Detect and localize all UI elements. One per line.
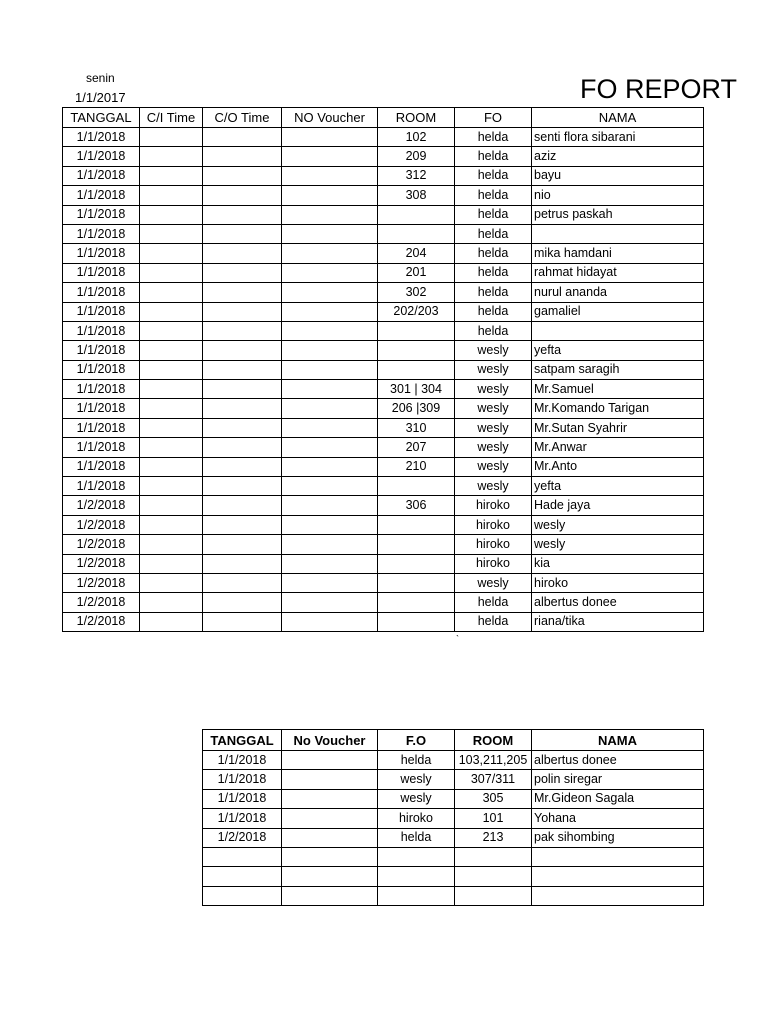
fo-cell: hiroko	[378, 809, 455, 828]
no-voucher-cell	[282, 496, 378, 515]
co-time-cell	[203, 283, 282, 302]
no-voucher-cell	[282, 360, 378, 379]
ci-time-cell	[140, 341, 203, 360]
ci-time-cell	[140, 515, 203, 534]
nama-cell: Mr.Sutan Syahrir	[532, 418, 704, 437]
nama-cell: yefta	[532, 341, 704, 360]
nama-cell	[532, 321, 704, 340]
ci-time-cell	[140, 496, 203, 515]
nama-cell: mika hamdani	[532, 244, 704, 263]
table-row	[63, 418, 704, 437]
ci-time-cell	[140, 612, 203, 631]
room-cell	[378, 477, 455, 496]
no-voucher-cell	[282, 341, 378, 360]
ci-time-cell	[140, 302, 203, 321]
tanggal-cell: 1/1/2018	[63, 341, 140, 360]
no-voucher-cell	[282, 263, 378, 282]
tanggal-cell: 1/1/2018	[63, 477, 140, 496]
nama-cell: riana/tika	[532, 612, 704, 631]
co-time-cell	[203, 166, 282, 185]
fo-cell: wesly	[455, 418, 532, 437]
nama-cell: Mr.Komando Tarigan	[532, 399, 704, 418]
no-voucher-cell	[282, 809, 378, 828]
tanggal-cell: 1/1/2018	[63, 147, 140, 166]
nama-cell	[532, 867, 704, 886]
tanggal-cell: 1/1/2018	[63, 457, 140, 476]
nama-cell: nio	[532, 186, 704, 205]
room-cell	[378, 360, 455, 379]
ci-time-cell	[140, 205, 203, 224]
co-time-cell	[203, 263, 282, 282]
room-cell	[378, 554, 455, 573]
nama-cell: Mr.Gideon Sagala	[532, 789, 704, 808]
no-voucher-cell	[282, 515, 378, 534]
no-voucher-cell	[282, 205, 378, 224]
fo-cell: hiroko	[455, 515, 532, 534]
co-time-cell	[203, 360, 282, 379]
stray-mark: `	[456, 634, 459, 644]
table-row	[203, 886, 704, 905]
ci-time-cell	[140, 418, 203, 437]
nama-cell: rahmat hidayat	[532, 263, 704, 282]
nama-cell: wesly	[532, 515, 704, 534]
tanggal-cell: 1/1/2018	[203, 809, 282, 828]
room-cell: 209	[378, 147, 455, 166]
tanggal-cell: 1/1/2018	[63, 205, 140, 224]
no-voucher-cell	[282, 418, 378, 437]
nama-cell: hiroko	[532, 573, 704, 592]
table-row	[63, 380, 704, 399]
table-row	[63, 457, 704, 476]
no-voucher-cell	[282, 186, 378, 205]
fo-cell: wesly	[378, 770, 455, 789]
no-voucher-cell	[282, 244, 378, 263]
fo-cell: wesly	[455, 380, 532, 399]
tanggal-cell: 1/2/2018	[63, 593, 140, 612]
fo-cell: helda	[455, 283, 532, 302]
fo-cell: helda	[455, 166, 532, 185]
nama-cell: senti flora sibarani	[532, 128, 704, 147]
nama-cell: albertus donee	[532, 593, 704, 612]
fo-cell: helda	[455, 244, 532, 263]
tanggal-cell: 1/2/2018	[63, 515, 140, 534]
table-row	[63, 573, 704, 592]
co-time-cell	[203, 147, 282, 166]
nama-cell: gamaliel	[532, 302, 704, 321]
ci-time-cell	[140, 399, 203, 418]
header-row	[63, 108, 704, 128]
col-header-nama: NAMA	[532, 108, 704, 128]
co-time-cell	[203, 593, 282, 612]
table-row	[63, 302, 704, 321]
fo-cell: helda	[455, 147, 532, 166]
tanggal-cell: 1/1/2018	[63, 418, 140, 437]
co-time-cell	[203, 612, 282, 631]
ci-time-cell	[140, 166, 203, 185]
col-header-no-voucher: No Voucher	[282, 730, 378, 751]
room-cell	[378, 593, 455, 612]
table-row	[63, 263, 704, 282]
ci-time-cell	[140, 321, 203, 340]
table-row	[63, 515, 704, 534]
co-time-cell	[203, 573, 282, 592]
no-voucher-cell	[282, 399, 378, 418]
table-row	[203, 809, 704, 828]
ci-time-cell	[140, 380, 203, 399]
room-cell: 210	[378, 457, 455, 476]
tanggal-cell: 1/1/2018	[63, 399, 140, 418]
co-time-cell	[203, 321, 282, 340]
fo-cell: helda	[455, 186, 532, 205]
room-cell: 306	[378, 496, 455, 515]
ci-time-cell	[140, 224, 203, 243]
no-voucher-cell	[282, 770, 378, 789]
table-row	[63, 244, 704, 263]
fo-cell: wesly	[455, 573, 532, 592]
no-voucher-cell	[282, 477, 378, 496]
co-time-cell	[203, 302, 282, 321]
ci-time-cell	[140, 283, 203, 302]
nama-cell: bayu	[532, 166, 704, 185]
nama-cell: Yohana	[532, 809, 704, 828]
co-time-cell	[203, 341, 282, 360]
co-time-cell	[203, 515, 282, 534]
tanggal-cell: 1/1/2018	[203, 789, 282, 808]
no-voucher-cell	[282, 828, 378, 847]
table-row	[63, 554, 704, 573]
tanggal-cell: 1/2/2018	[63, 612, 140, 631]
table-row	[63, 496, 704, 515]
fo-cell: helda	[378, 751, 455, 770]
table-row	[63, 166, 704, 185]
room-cell: 301 | 304	[378, 380, 455, 399]
tanggal-cell: 1/2/2018	[63, 496, 140, 515]
no-voucher-cell	[282, 283, 378, 302]
no-voucher-cell	[282, 535, 378, 554]
nama-cell	[532, 224, 704, 243]
room-cell: 213	[455, 828, 532, 847]
no-voucher-cell	[282, 380, 378, 399]
nama-cell: Mr.Samuel	[532, 380, 704, 399]
fo-cell	[378, 867, 455, 886]
tanggal-cell: 1/1/2018	[63, 224, 140, 243]
fo-cell: wesly	[455, 457, 532, 476]
fo-cell: wesly	[455, 477, 532, 496]
tanggal-cell: 1/2/2018	[63, 535, 140, 554]
ci-time-cell	[140, 128, 203, 147]
table-row	[63, 283, 704, 302]
fo-cell: hiroko	[455, 554, 532, 573]
no-voucher-cell	[282, 886, 378, 905]
nama-cell: polin siregar	[532, 770, 704, 789]
ci-time-cell	[140, 360, 203, 379]
tanggal-cell	[203, 867, 282, 886]
room-cell: 308	[378, 186, 455, 205]
room-cell	[378, 515, 455, 534]
nama-cell	[532, 886, 704, 905]
tanggal-cell: 1/2/2018	[63, 554, 140, 573]
nama-cell	[532, 847, 704, 866]
room-cell: 102	[378, 128, 455, 147]
table-row	[203, 770, 704, 789]
table-row	[63, 360, 704, 379]
no-voucher-cell	[282, 166, 378, 185]
col-header-tanggal: TANGGAL	[63, 108, 140, 128]
room-cell: 101	[455, 809, 532, 828]
no-voucher-cell	[282, 593, 378, 612]
ci-time-cell	[140, 457, 203, 476]
tanggal-cell: 1/1/2018	[63, 244, 140, 263]
fo-cell: helda	[455, 224, 532, 243]
tanggal-cell: 1/2/2018	[203, 828, 282, 847]
no-voucher-cell	[282, 302, 378, 321]
nama-cell: wesly	[532, 535, 704, 554]
ci-time-cell	[140, 477, 203, 496]
fo-cell: helda	[455, 263, 532, 282]
col-header-tanggal: TANGGAL	[203, 730, 282, 751]
room-cell: 201	[378, 263, 455, 282]
room-cell	[455, 867, 532, 886]
fo-cell: helda	[378, 828, 455, 847]
co-time-cell	[203, 438, 282, 457]
no-voucher-cell	[282, 554, 378, 573]
table-row	[203, 867, 704, 886]
nama-cell: Mr.Anwar	[532, 438, 704, 457]
co-time-cell	[203, 128, 282, 147]
tanggal-cell: 1/2/2018	[63, 573, 140, 592]
ci-time-cell	[140, 438, 203, 457]
no-voucher-cell	[282, 321, 378, 340]
col-header-fo: F.O	[378, 730, 455, 751]
co-time-cell	[203, 380, 282, 399]
no-voucher-cell	[282, 867, 378, 886]
room-cell: 202/203	[378, 302, 455, 321]
table-row	[63, 186, 704, 205]
co-time-cell	[203, 477, 282, 496]
room-cell: 204	[378, 244, 455, 263]
fo-cell: helda	[455, 593, 532, 612]
tanggal-cell: 1/1/2018	[63, 321, 140, 340]
table-row	[63, 128, 704, 147]
room-cell	[378, 205, 455, 224]
fo-cell: wesly	[455, 341, 532, 360]
col-header-room: ROOM	[378, 108, 455, 128]
ci-time-cell	[140, 573, 203, 592]
room-cell	[378, 612, 455, 631]
col-header-ci-time: C/I Time	[140, 108, 203, 128]
col-header-co-time: C/O Time	[203, 108, 282, 128]
no-voucher-cell	[282, 224, 378, 243]
col-header-no-voucher: NO Voucher	[282, 108, 378, 128]
co-time-cell	[203, 496, 282, 515]
page-title: FO REPORT	[580, 74, 738, 104]
room-cell: 206 |309	[378, 399, 455, 418]
co-time-cell	[203, 224, 282, 243]
fo-cell: hiroko	[455, 535, 532, 554]
nama-cell: Hade jaya	[532, 496, 704, 515]
tanggal-cell: 1/1/2018	[63, 360, 140, 379]
table-row	[63, 321, 704, 340]
co-time-cell	[203, 186, 282, 205]
col-header-nama: NAMA	[532, 730, 704, 751]
table-row	[63, 535, 704, 554]
no-voucher-cell	[282, 147, 378, 166]
fo-cell: wesly	[455, 360, 532, 379]
table-row	[63, 399, 704, 418]
fo-cell: helda	[455, 612, 532, 631]
room-cell: 302	[378, 283, 455, 302]
no-voucher-cell	[282, 612, 378, 631]
nama-cell: nurul ananda	[532, 283, 704, 302]
tanggal-cell: 1/1/2018	[63, 302, 140, 321]
ci-time-cell	[140, 554, 203, 573]
table-row	[203, 789, 704, 808]
room-cell: 305	[455, 789, 532, 808]
ci-time-cell	[140, 593, 203, 612]
table-row	[63, 612, 704, 631]
table-row	[63, 477, 704, 496]
fo-cell	[378, 847, 455, 866]
room-cell	[455, 886, 532, 905]
tanggal-cell: 1/1/2018	[63, 263, 140, 282]
ci-time-cell	[140, 263, 203, 282]
room-cell: 207	[378, 438, 455, 457]
ci-time-cell	[140, 186, 203, 205]
no-voucher-cell	[282, 457, 378, 476]
room-cell	[378, 341, 455, 360]
fo-cell: wesly	[378, 789, 455, 808]
co-time-cell	[203, 535, 282, 554]
nama-cell: petrus paskah	[532, 205, 704, 224]
tanggal-cell	[203, 886, 282, 905]
fo-cell: helda	[455, 205, 532, 224]
no-voucher-cell	[282, 573, 378, 592]
co-time-cell	[203, 457, 282, 476]
fo-cell: wesly	[455, 438, 532, 457]
room-cell: 307/311	[455, 770, 532, 789]
tanggal-cell: 1/1/2018	[63, 128, 140, 147]
fo-cell: helda	[455, 321, 532, 340]
table-row	[203, 847, 704, 866]
tanggal-cell: 1/1/2018	[63, 438, 140, 457]
table-row	[63, 147, 704, 166]
fo-cell: helda	[455, 302, 532, 321]
room-cell	[378, 535, 455, 554]
tanggal-cell: 1/1/2018	[63, 380, 140, 399]
nama-cell: aziz	[532, 147, 704, 166]
fo-cell	[378, 886, 455, 905]
no-voucher-cell	[282, 128, 378, 147]
report-date: 1/1/2017	[75, 90, 126, 105]
table-row	[203, 751, 704, 770]
no-voucher-cell	[282, 847, 378, 866]
no-voucher-cell	[282, 751, 378, 770]
table-row	[63, 438, 704, 457]
col-header-room: ROOM	[455, 730, 532, 751]
fo-cell: hiroko	[455, 496, 532, 515]
room-cell: 310	[378, 418, 455, 437]
room-cell: 312	[378, 166, 455, 185]
co-time-cell	[203, 244, 282, 263]
ci-time-cell	[140, 147, 203, 166]
nama-cell: yefta	[532, 477, 704, 496]
table-row	[63, 205, 704, 224]
header-row	[203, 730, 704, 751]
tanggal-cell: 1/1/2018	[63, 186, 140, 205]
tanggal-cell: 1/1/2018	[203, 751, 282, 770]
table-row	[63, 224, 704, 243]
room-cell	[455, 847, 532, 866]
table-row	[63, 341, 704, 360]
tanggal-cell	[203, 847, 282, 866]
room-cell	[378, 224, 455, 243]
no-voucher-cell	[282, 438, 378, 457]
co-time-cell	[203, 418, 282, 437]
day-label: senin	[86, 71, 115, 85]
tanggal-cell: 1/1/2018	[63, 166, 140, 185]
table-row	[203, 828, 704, 847]
summary-table	[202, 729, 704, 906]
ci-time-cell	[140, 535, 203, 554]
room-cell: 103,211,205	[455, 751, 532, 770]
table-row	[63, 593, 704, 612]
no-voucher-cell	[282, 789, 378, 808]
room-cell	[378, 321, 455, 340]
ci-time-cell	[140, 244, 203, 263]
fo-report-table	[62, 107, 704, 632]
co-time-cell	[203, 554, 282, 573]
nama-cell: satpam saragih	[532, 360, 704, 379]
col-header-fo: FO	[455, 108, 532, 128]
room-cell	[378, 573, 455, 592]
tanggal-cell: 1/1/2018	[63, 283, 140, 302]
nama-cell: kia	[532, 554, 704, 573]
nama-cell: Mr.Anto	[532, 457, 704, 476]
co-time-cell	[203, 205, 282, 224]
nama-cell: albertus donee	[532, 751, 704, 770]
fo-cell: wesly	[455, 399, 532, 418]
tanggal-cell: 1/1/2018	[203, 770, 282, 789]
co-time-cell	[203, 399, 282, 418]
nama-cell: pak sihombing	[532, 828, 704, 847]
fo-cell: helda	[455, 128, 532, 147]
